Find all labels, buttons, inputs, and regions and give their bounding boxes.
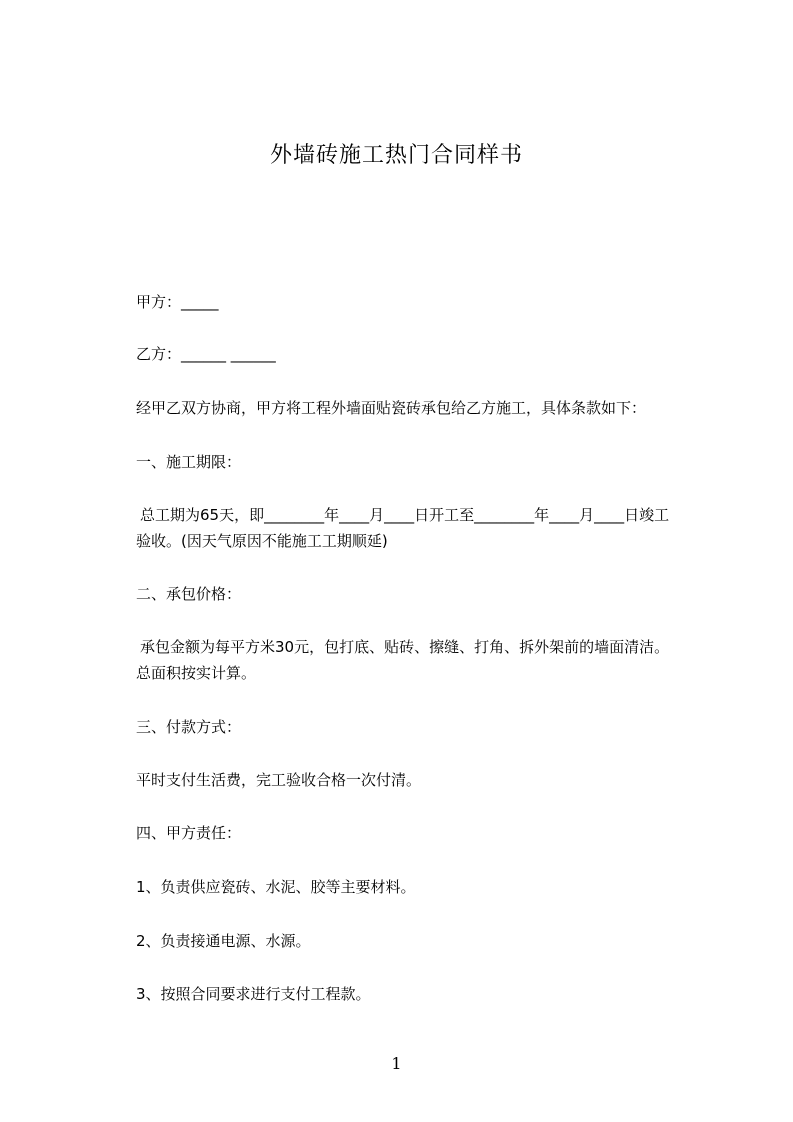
section-heading-responsibility: 四、甲方责任： xyxy=(136,824,242,842)
responsibility-item-3: 3、按照合同要求进行支付工程款。 xyxy=(136,985,371,1003)
responsibility-item-2: 2、负责接通电源、水源。 xyxy=(136,932,311,950)
party-a-line: 甲方：_____ xyxy=(136,293,219,311)
responsibility-item-1: 1、负责供应瓷砖、水泥、胶等主要材料。 xyxy=(136,878,416,896)
page-number: 1 xyxy=(391,1054,402,1073)
payment-text: 平时支付生活费，完工验收合格一次付清。 xyxy=(136,771,422,789)
document-title: 外墙砖施工热门合同样书 xyxy=(269,143,523,168)
section-heading-period: 一、施工期限： xyxy=(136,453,242,471)
section-heading-price: 二、承包价格： xyxy=(136,585,242,603)
period-text-line-2: 验收。(因天气原因不能施工工期顺延) xyxy=(136,532,388,550)
price-text-line-2: 总面积按实计算。 xyxy=(136,664,257,682)
intro-paragraph: 经甲乙双方协商，甲方将工程外墙面贴瓷砖承包给乙方施工，具体条款如下： xyxy=(136,399,647,417)
price-text-line-1: 承包金额为每平方米30元，包打底、贴砖、擦缝、打角、拆外架前的墙面清洁。 xyxy=(140,638,670,656)
party-b-line: 乙方：______ ______ xyxy=(136,345,276,363)
period-text-line-1: 总工期为65天，即________年____月____日开工至________年____月____日竣工 xyxy=(140,506,670,524)
section-heading-payment: 三、付款方式： xyxy=(136,718,242,736)
